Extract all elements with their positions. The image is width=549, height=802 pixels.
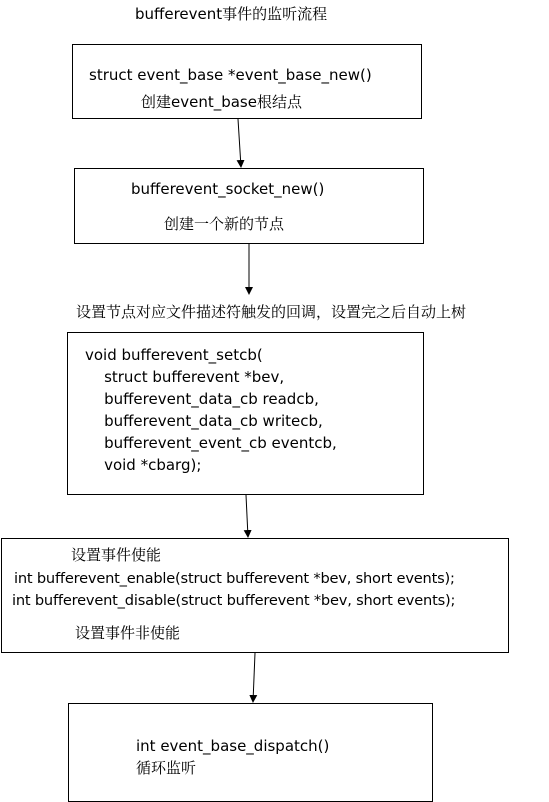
dispatch-signature: int event_base_dispatch(): [136, 737, 330, 755]
setcb-line: bufferevent_data_cb writecb,: [85, 412, 323, 430]
arrow-4: [253, 653, 255, 702]
diagram-title: bufferevent事件的监听流程: [135, 5, 328, 23]
setcb-line: struct bufferevent *bev,: [85, 368, 285, 386]
setcb-line: bufferevent_event_cb eventcb,: [85, 434, 337, 452]
arrow-3: [246, 495, 248, 537]
setcb-line: bufferevent_data_cb readcb,: [85, 390, 319, 408]
dispatch-description: 循环监听: [136, 759, 197, 777]
disable-label: 设置事件非使能: [75, 624, 181, 642]
event-base-new-description: 创建event_base根结点: [141, 93, 302, 111]
arrow-1: [238, 119, 241, 167]
setcb-line: void *cbarg);: [85, 456, 202, 474]
setcb-line: void bufferevent_setcb(: [85, 346, 263, 364]
socket-new-signature: bufferevent_socket_new(): [131, 180, 325, 198]
enable-label: 设置事件使能: [71, 546, 162, 564]
enable-signature: int bufferevent_enable(struct bufferevent *bev, short events);: [14, 570, 455, 587]
event-base-new-signature: struct event_base *event_base_new(): [89, 66, 372, 84]
setcb-note: 设置节点对应文件描述符触发的回调，设置完之后自动上树: [76, 303, 467, 321]
disable-signature: int bufferevent_disable(struct bufferevent *bev, short events);: [12, 592, 456, 609]
socket-new-description: 创建一个新的节点: [164, 215, 285, 233]
